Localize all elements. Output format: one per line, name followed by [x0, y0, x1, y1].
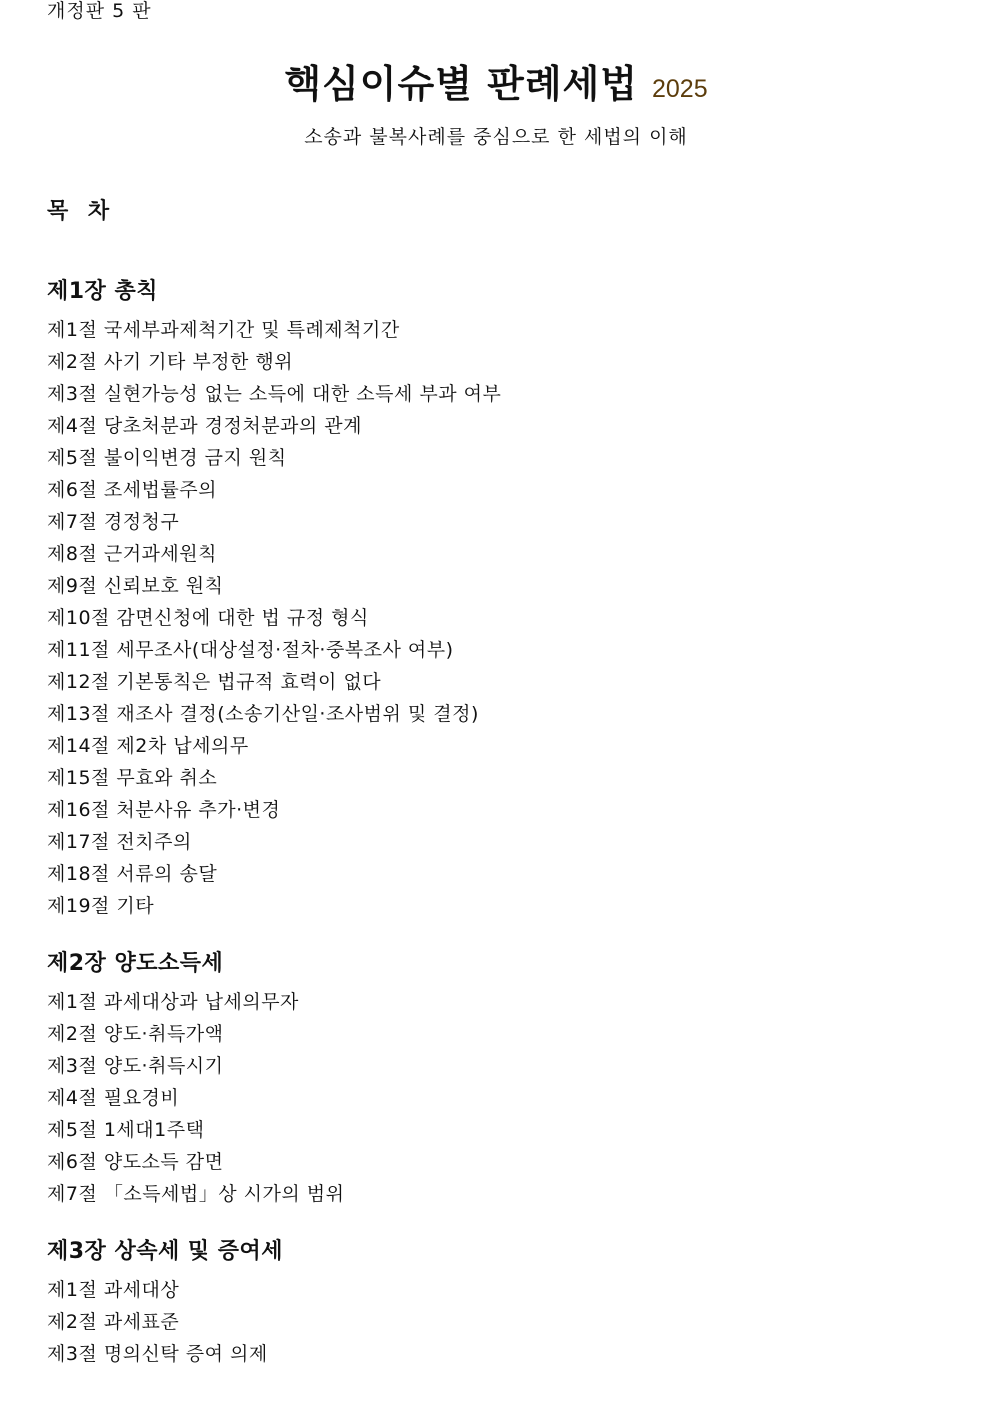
section-item: 제14절 제2차 납세의무: [47, 735, 249, 757]
section-item: 제1절 과세대상: [47, 1279, 180, 1301]
section-item: 제8절 근거과세원칙: [47, 543, 217, 565]
section-item: 제15절 무효와 취소: [47, 767, 218, 789]
section-item: 제6절 조세법률주의: [47, 479, 217, 501]
title-year: 2025: [651, 75, 708, 103]
section-item: 제5절 불이익변경 금지 원칙: [47, 447, 287, 469]
section-item: 제2절 양도·취득가액: [47, 1023, 224, 1045]
chapter-2: [47, 948, 947, 1210]
edition-label: 개정판 5 판: [47, 0, 152, 22]
section-item: 제1절 국세부과제척기간 및 특례제척기간: [47, 319, 400, 341]
section-item: 제9절 신뢰보호 원칙: [47, 575, 224, 597]
section-item: 제3절 실현가능성 없는 소득에 대한 소득세 부과 여부: [47, 383, 502, 405]
section-item: 제6절 양도소득 감면: [47, 1151, 224, 1173]
title-block: [0, 58, 992, 115]
chapter-title: 제3장 상속세 및 증여세: [47, 1239, 284, 1264]
section-item: 제12절 기본통칙은 법규적 효력이 없다: [47, 671, 382, 693]
section-item: 제4절 필요경비: [47, 1087, 180, 1109]
section-item: 제3절 명의신탁 증여 의제: [47, 1343, 268, 1365]
toc-heading: 목 차: [47, 199, 116, 224]
section-item: 제13절 재조사 결정(소송기산일·조사범위 및 결정): [47, 703, 479, 725]
book-subtitle: 소송과 불복사례를 중심으로 한 세법의 이해: [304, 126, 688, 148]
section-item: 제4절 당초처분과 경정처분과의 관계: [47, 415, 363, 437]
section-item: 제5절 1세대1주택: [47, 1119, 205, 1141]
book-title: 핵심이슈별 판례세법: [284, 62, 638, 106]
section-item: 제7절 「소득세법」상 시가의 범위: [47, 1183, 345, 1205]
chapter-title: 제2장 양도소득세: [47, 951, 224, 976]
chapter-3: [47, 1236, 947, 1370]
section-item: 제16절 처분사유 추가·변경: [47, 799, 281, 821]
section-item: 제2절 과세표준: [47, 1311, 180, 1333]
section-item: 제11절 세무조사(대상설정·절차·중복조사 여부): [47, 639, 454, 661]
section-item: 제7절 경정청구: [47, 511, 180, 533]
section-item: 제19절 기타: [47, 895, 155, 917]
section-item: 제2절 사기 기타 부정한 행위: [47, 351, 294, 373]
chapter-1: [47, 276, 947, 922]
section-item: 제17절 전치주의: [47, 831, 192, 853]
table-of-contents: [47, 276, 947, 1396]
section-item: 제10절 감면신청에 대한 법 규정 형식: [47, 607, 369, 629]
section-item: 제3절 양도·취득시기: [47, 1055, 224, 1077]
section-item: 제18절 서류의 송달: [47, 863, 218, 885]
section-item: 제1절 과세대상과 납세의무자: [47, 991, 299, 1013]
chapter-title: 제1장 총칙: [47, 279, 158, 304]
